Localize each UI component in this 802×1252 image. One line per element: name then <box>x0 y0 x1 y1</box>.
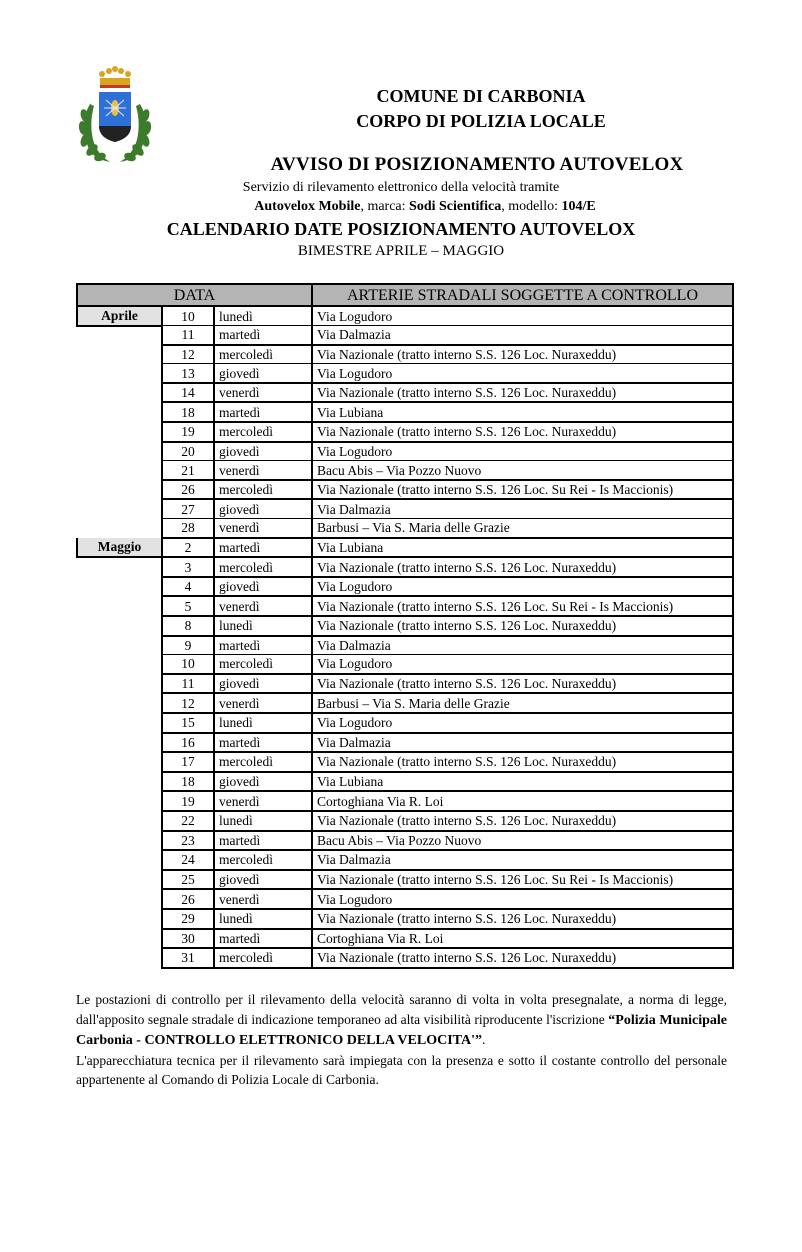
day-cell: 27 <box>162 499 214 518</box>
month-cell <box>77 480 162 500</box>
header-roads: ARTERIE STRADALI SOGGETTE A CONTROLLO <box>312 284 733 306</box>
table-row <box>77 538 733 558</box>
road-cell: Via Nazionale (tratto interno S.S. 126 Loc. Nuraxeddu) <box>312 383 733 403</box>
weekday-cell: venerdì <box>214 889 312 909</box>
weekday-cell: mercoledì <box>214 850 312 870</box>
month-cell: Aprile <box>77 306 162 326</box>
day-cell: 12 <box>162 345 214 364</box>
month-cell <box>77 655 162 674</box>
road-cell: Via Logudoro <box>312 577 733 597</box>
table-row <box>77 948 733 968</box>
road-cell: Barbusi – Via S. Maria delle Grazie <box>312 519 733 538</box>
schedule-table <box>76 283 734 969</box>
day-cell: 8 <box>162 616 214 636</box>
weekday-cell: lunedì <box>214 306 312 326</box>
month-cell: Maggio <box>77 538 162 558</box>
notice-title: AVVISO DI POSIZIONAMENTO AUTOVELOX <box>270 154 684 175</box>
road-cell: Via Logudoro <box>312 713 733 733</box>
day-cell: 24 <box>162 850 214 870</box>
month-cell <box>77 383 162 403</box>
road-cell: Via Nazionale (tratto interno S.S. 126 Loc. Nuraxeddu) <box>312 422 733 442</box>
road-cell: Via Logudoro <box>312 655 733 674</box>
org-name: COMUNE DI CARBONIA <box>376 86 586 106</box>
road-cell: Via Dalmazia <box>312 326 733 345</box>
day-cell: 31 <box>162 948 214 968</box>
month-cell <box>77 752 162 772</box>
day-cell: 16 <box>162 733 214 753</box>
month-cell <box>77 345 162 364</box>
weekday-cell: mercoledì <box>214 480 312 500</box>
day-cell: 3 <box>162 557 214 577</box>
table-row <box>77 499 733 518</box>
weekday-cell: lunedì <box>214 811 312 831</box>
road-cell: Via Lubiana <box>312 772 733 792</box>
weekday-cell: giovedì <box>214 674 312 694</box>
road-cell: Via Nazionale (tratto interno S.S. 126 Loc. Nuraxeddu) <box>312 616 733 636</box>
note-paragraph-1 <box>76 990 727 1051</box>
day-cell: 30 <box>162 929 214 949</box>
table-row <box>77 752 733 772</box>
road-cell: Via Logudoro <box>312 442 733 461</box>
month-cell <box>77 596 162 616</box>
day-cell: 20 <box>162 442 214 461</box>
month-cell <box>77 831 162 851</box>
table-row <box>77 402 733 422</box>
road-cell: Via Nazionale (tratto interno S.S. 126 Loc. Nuraxeddu) <box>312 674 733 694</box>
month-cell <box>77 616 162 636</box>
weekday-cell: martedì <box>214 733 312 753</box>
day-cell: 26 <box>162 889 214 909</box>
weekday-cell: venerdì <box>214 791 312 811</box>
day-cell: 11 <box>162 674 214 694</box>
road-cell: Via Nazionale (tratto interno S.S. 126 Loc. Su Rei - Is Maccionis) <box>312 596 733 616</box>
month-cell <box>77 713 162 733</box>
table-row <box>77 326 733 345</box>
weekday-cell: giovedì <box>214 499 312 518</box>
table-row <box>77 596 733 616</box>
table-row <box>77 693 733 713</box>
model-label: , modello: <box>501 199 562 214</box>
day-cell: 28 <box>162 519 214 538</box>
table-body <box>77 306 733 968</box>
road-cell: Bacu Abis – Via Pozzo Nuovo <box>312 831 733 851</box>
weekday-cell: mercoledì <box>214 557 312 577</box>
weekday-cell: mercoledì <box>214 655 312 674</box>
day-cell: 11 <box>162 326 214 345</box>
month-cell <box>77 326 162 345</box>
day-cell: 15 <box>162 713 214 733</box>
table-row <box>77 461 733 480</box>
day-cell: 12 <box>162 693 214 713</box>
table-row <box>77 442 733 461</box>
weekday-cell: venerdì <box>214 693 312 713</box>
month-cell <box>77 636 162 655</box>
weekday-cell: lunedì <box>214 909 312 929</box>
day-cell: 19 <box>162 791 214 811</box>
weekday-cell: mercoledì <box>214 345 312 364</box>
month-cell <box>77 557 162 577</box>
day-cell: 23 <box>162 831 214 851</box>
device-brand: Sodi Scientifica <box>409 199 502 214</box>
road-cell: Via Dalmazia <box>312 499 733 518</box>
road-cell: Via Lubiana <box>312 402 733 422</box>
weekday-cell: mercoledì <box>214 752 312 772</box>
road-cell: Via Nazionale (tratto interno S.S. 126 Loc. Nuraxeddu) <box>312 557 733 577</box>
weekday-cell: venerdì <box>214 596 312 616</box>
crown <box>99 66 131 88</box>
note-paragraph-2: L'apparecchiatura tecnica per il rilevamento sarà impiegata con la presenza e sotto il costante controllo del personale appartenente al Comando di Polizia Locale di Carbonia. <box>76 1052 727 1087</box>
table-row <box>77 909 733 929</box>
road-cell: Via Lubiana <box>312 538 733 558</box>
table-row <box>77 870 733 890</box>
month-cell <box>77 772 162 792</box>
table-row <box>77 713 733 733</box>
month-cell <box>77 733 162 753</box>
road-cell: Via Nazionale (tratto interno S.S. 126 Loc. Su Rei - Is Maccionis) <box>312 480 733 500</box>
weekday-cell: lunedì <box>214 616 312 636</box>
month-cell <box>77 909 162 929</box>
month-cell <box>77 442 162 461</box>
month-cell <box>77 850 162 870</box>
note-end: . <box>481 1032 486 1047</box>
table-row <box>77 616 733 636</box>
road-cell: Via Nazionale (tratto interno S.S. 126 Loc. Su Rei - Is Maccionis) <box>312 870 733 890</box>
weekday-cell: lunedì <box>214 713 312 733</box>
weekday-cell: giovedì <box>214 772 312 792</box>
month-cell <box>77 422 162 442</box>
month-cell <box>77 499 162 518</box>
table-row <box>77 791 733 811</box>
table-row <box>77 519 733 538</box>
table-row <box>77 929 733 949</box>
month-cell <box>77 693 162 713</box>
road-cell: Via Logudoro <box>312 306 733 326</box>
day-cell: 22 <box>162 811 214 831</box>
table-row <box>77 674 733 694</box>
month-cell <box>77 402 162 422</box>
weekday-cell: giovedì <box>214 577 312 597</box>
day-cell: 26 <box>162 480 214 500</box>
notes <box>76 990 727 1090</box>
table-row <box>77 364 733 383</box>
road-cell: Via Logudoro <box>312 364 733 383</box>
month-cell <box>77 948 162 968</box>
table-row <box>77 383 733 403</box>
day-cell: 21 <box>162 461 214 480</box>
device-model: 104/E <box>561 199 596 214</box>
road-cell: Via Dalmazia <box>312 733 733 753</box>
weekday-cell: martedì <box>214 831 312 851</box>
table-row <box>77 772 733 792</box>
day-cell: 18 <box>162 772 214 792</box>
weekday-cell: martedì <box>214 326 312 345</box>
table-row <box>77 480 733 500</box>
service-description: Servizio di rilevamento elettronico della velocità tramite <box>242 180 560 195</box>
month-cell <box>77 674 162 694</box>
table-row <box>77 422 733 442</box>
weekday-cell: mercoledì <box>214 948 312 968</box>
month-cell <box>77 364 162 383</box>
day-cell: 13 <box>162 364 214 383</box>
header-date: DATA <box>77 284 312 306</box>
calendar-title: CALENDARIO DATE POSIZIONAMENTO AUTOVELOX <box>166 219 636 239</box>
table-row <box>77 831 733 851</box>
road-cell: Cortoghiana Via R. Loi <box>312 791 733 811</box>
weekday-cell: martedì <box>214 402 312 422</box>
table-header-row <box>77 284 733 306</box>
day-cell: 10 <box>162 655 214 674</box>
day-cell: 17 <box>162 752 214 772</box>
table-row <box>77 733 733 753</box>
road-cell: Via Dalmazia <box>312 850 733 870</box>
table-row <box>77 345 733 364</box>
day-cell: 25 <box>162 870 214 890</box>
table-row <box>77 655 733 674</box>
table-row <box>77 636 733 655</box>
weekday-cell: giovedì <box>214 364 312 383</box>
weekday-cell: venerdì <box>214 383 312 403</box>
month-cell <box>77 889 162 909</box>
road-cell: Via Logudoro <box>312 889 733 909</box>
device-name: Autovelox Mobile <box>254 199 361 214</box>
month-cell <box>77 811 162 831</box>
day-cell: 19 <box>162 422 214 442</box>
table-row <box>77 811 733 831</box>
day-cell: 2 <box>162 538 214 558</box>
org-department: CORPO DI POLIZIA LOCALE <box>356 111 606 131</box>
table-row <box>77 850 733 870</box>
road-cell: Via Nazionale (tratto interno S.S. 126 Loc. Nuraxeddu) <box>312 345 733 364</box>
day-cell: 4 <box>162 577 214 597</box>
day-cell: 5 <box>162 596 214 616</box>
month-cell <box>77 929 162 949</box>
note-text: Le postazioni di controllo per il rilevamento della velocità saranno di volta in volta presegnalate, a norma di legge, dall'apposito segnale stradale di indicazione temporaneo ad alta visibilità riproducente l'iscrizione <box>76 992 727 1027</box>
road-cell: Via Nazionale (tratto interno S.S. 126 Loc. Nuraxeddu) <box>312 811 733 831</box>
day-cell: 14 <box>162 383 214 403</box>
month-cell <box>77 461 162 480</box>
weekday-cell: mercoledì <box>214 422 312 442</box>
weekday-cell: venerdì <box>214 519 312 538</box>
road-cell: Bacu Abis – Via Pozzo Nuovo <box>312 461 733 480</box>
road-cell: Via Nazionale (tratto interno S.S. 126 Loc. Nuraxeddu) <box>312 948 733 968</box>
weekday-cell: venerdì <box>214 461 312 480</box>
table-row <box>77 306 733 326</box>
period-subtitle: BIMESTRE APRILE – MAGGIO <box>297 243 505 259</box>
road-cell: Cortoghiana Via R. Loi <box>312 929 733 949</box>
road-cell: Barbusi – Via S. Maria delle Grazie <box>312 693 733 713</box>
weekday-cell: giovedì <box>214 442 312 461</box>
weekday-cell: giovedì <box>214 870 312 890</box>
table-row <box>77 889 733 909</box>
day-cell: 18 <box>162 402 214 422</box>
day-cell: 10 <box>162 306 214 326</box>
table-row <box>77 577 733 597</box>
sign-inscription: “Polizia Municipale Carbonia - CONTROLLO ELETTRONICO DELLA VELOCITA'” <box>76 1012 728 1048</box>
road-cell: Via Dalmazia <box>312 636 733 655</box>
month-cell <box>77 519 162 538</box>
day-cell: 9 <box>162 636 214 655</box>
month-cell <box>77 791 162 811</box>
table-row <box>77 557 733 577</box>
month-cell <box>77 870 162 890</box>
day-cell: 29 <box>162 909 214 929</box>
weekday-cell: martedì <box>214 929 312 949</box>
weekday-cell: martedì <box>214 538 312 558</box>
device-line <box>24 199 802 215</box>
brand-label: , marca: <box>360 199 410 214</box>
road-cell: Via Nazionale (tratto interno S.S. 126 Loc. Nuraxeddu) <box>312 909 733 929</box>
road-cell: Via Nazionale (tratto interno S.S. 126 Loc. Nuraxeddu) <box>312 752 733 772</box>
weekday-cell: martedì <box>214 636 312 655</box>
month-cell <box>77 577 162 597</box>
